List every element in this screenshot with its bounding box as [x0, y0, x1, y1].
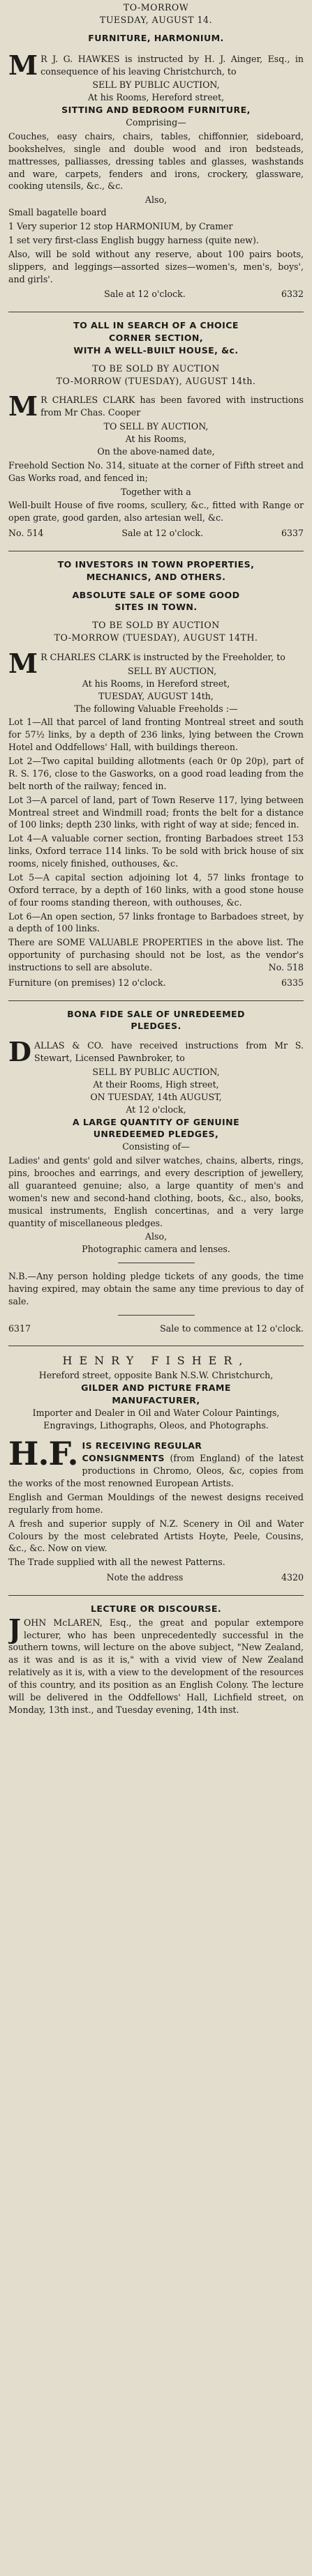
- day: TUESDAY, AUGUST 14th,: [98, 690, 214, 701]
- dropcap: M: [8, 648, 38, 679]
- lot-2: Lot 2—Two capital building allotments (each 0r 0p 20p), part of R. S. 176, close to the Gasworks, on a good road leading from the belt north of the railway; fenced in.: [8, 756, 304, 791]
- also: Also,: [144, 1231, 168, 1242]
- lot-6: Lot 6—An open section, 57 links frontage to Barbadoes street, by a depth of 100 links.: [8, 910, 304, 934]
- heading-3: WITH A WELL-BUILT HOUSE, &c.: [73, 344, 239, 356]
- bagatelle: Small bagatelle board: [8, 207, 107, 218]
- also: Also,: [144, 195, 168, 206]
- footer: [8, 527, 304, 540]
- lot-3: Lot 3—A parcel of land, part of Town Reserve 117, lying between Montreal street and Windmill road; fronts the belt for a distance of 100 links; depth 230 links, with right of way at side; fenced in.: [8, 794, 304, 830]
- date-line-2: TUESDAY, AUGUST 14.: [99, 14, 213, 25]
- photo: Photographic camera and lenses.: [82, 1244, 230, 1255]
- dropcap: D: [8, 1036, 31, 1068]
- large-2: UNREDEEMED PLEDGES,: [93, 1129, 219, 1140]
- dallas-pledges-advert: [8, 1008, 304, 1338]
- advert-number: 6337: [281, 528, 304, 539]
- rooms-line: At his Rooms,: [125, 434, 187, 444]
- harmonium: 1 Very superior 12 stop HARMONIUM, by Cramer: [8, 221, 233, 231]
- advert-number: 4320: [281, 1572, 304, 1583]
- date: TO-MORROW (TUESDAY), AUGUST 14th.: [56, 375, 256, 386]
- note: [8, 936, 304, 974]
- rooms-line: At his Rooms, in Hereford street,: [82, 678, 230, 689]
- following: The following Valuable Freeholds :—: [74, 703, 238, 714]
- dropcap: J: [8, 1613, 21, 1645]
- house: Well-built House of five rooms, scullery, &c., fitted with Range or open grate, good garden, also artesian well, &c.: [8, 500, 304, 524]
- furniture: Furniture (on premises) 12 o'clock.: [8, 977, 166, 988]
- rooms-line: At his Rooms, Hereford street,: [87, 92, 225, 103]
- importer: Importer and Dealer in Oil and Water Colour Paintings,: [32, 1407, 280, 1418]
- hawkes-advert: [8, 1, 304, 303]
- subheading: SITTING AND BEDROOM FURNITURE,: [61, 105, 251, 116]
- sale-time: Sale to commence at 12 o'clock.: [160, 1323, 304, 1334]
- intro: [8, 49, 304, 81]
- clark-town-sites-advert: [8, 558, 304, 992]
- consignments-intro: [8, 1440, 304, 1490]
- heading-1: IS RECEIVING REGULAR: [82, 1440, 202, 1451]
- heading: LECTURE OR DISCOURSE.: [90, 1603, 222, 1614]
- address-note: Note the address: [106, 1572, 184, 1583]
- footer: [8, 1323, 304, 1335]
- hf-consignments-advert: [8, 1438, 304, 1586]
- intro-text: ALLAS & CO. have received instructions from Mr S. Stewart, Licensed Pawnbroker, to: [34, 1040, 304, 1064]
- date: ON TUESDAY, 14th AUGUST,: [90, 1091, 222, 1102]
- short-divider: [118, 1315, 195, 1316]
- intro-text: R CHARLES CLARK is instructed by the Freeholder, to: [40, 652, 285, 662]
- divider: [8, 1595, 304, 1596]
- brand-mark: H.F.: [8, 1438, 78, 1473]
- heading: FURNITURE, HARMONIUM.: [88, 32, 224, 43]
- together: Together with a: [121, 486, 191, 497]
- clark-corner-section-advert: [8, 319, 304, 542]
- lecture-advert: [8, 1603, 304, 1718]
- large-1: A LARGE QUANTITY OF GENUINE: [72, 1116, 240, 1127]
- engravings: Engravings, Lithographs, Oleos, and Photographs.: [43, 1419, 269, 1431]
- consisting: Consisting of—: [122, 1141, 190, 1152]
- heading-1: TO INVESTORS IN TOWN PROPERTIES,: [57, 558, 255, 570]
- lecture-body: OHN McLAREN, Esq., the great and popular extempore lecturer, who has been unprecedentedly successful in the southern towns, will lecture on the above subject, "New Zealand, as it was and is as it is," with a vivid view of New Zealand relatively as it is, with a view to the development of the resources of this country, and its position as an English Colony. The lecture will be delivered in the Oddfellows' Hall, Lichfield street, on Monday, 13th inst., and Tuesday evening, 14th inst.: [8, 1617, 304, 1715]
- heading-2: CORNER SECTION,: [108, 332, 204, 343]
- lot-5: Lot 5—A capital section adjoining lot 4, 57 links frontage to Oxford terrace, by a depth of 160 links, with a good stone house of four rooms standing thereon, with outhouses, &c.: [8, 871, 304, 908]
- date: TO-MORROW (TUESDAY), AUGUST 14TH.: [54, 632, 258, 643]
- text-2: English and German Mouldings of the newest designs received regularly from home.: [8, 1491, 304, 1515]
- sold-by: TO BE SOLD BY AUCTION: [92, 620, 220, 631]
- intro-text: R J. G. HAWKES is instructed by H. J. Ainger, Esq., in consequence of his leaving Christchurch, to: [40, 53, 304, 77]
- note-number: No. 518: [268, 962, 304, 973]
- date-line-1: TO-MORROW: [123, 2, 189, 13]
- sell-line: SELL BY PUBLIC AUCTION,: [92, 79, 220, 91]
- intro-text: R CHARLES CLARK has been favored with instructions from Mr Chas. Cooper: [40, 395, 304, 418]
- fisher-advert: [8, 1353, 304, 1431]
- divider: [8, 1000, 304, 1001]
- footer: [8, 977, 304, 989]
- heading-2: CONSIGNMENTS: [82, 1453, 165, 1464]
- comprising: Comprising—: [126, 117, 186, 128]
- time: At 12 o'clock,: [126, 1104, 186, 1115]
- rooms-line: At their Rooms, High street,: [93, 1079, 219, 1090]
- text-4: The Trade supplied with all the newest Patterns.: [8, 1557, 225, 1568]
- advert-number: 6335: [281, 977, 304, 988]
- items: Ladies' and gents' gold and silver watches, chains, alberts, rings, pins, brooches and earrings, and every description of jewellery, all guaranteed genuine; also, a large quantity of men's and women's new and second-hand clothing, boots, &c., also, books, musical instruments, English concertinas, and a very large quantity of miscellaneous pledges.: [8, 1155, 304, 1228]
- on-date: On the above-named date,: [97, 445, 215, 457]
- footer: [8, 288, 304, 300]
- advert-number: 6317: [8, 1323, 31, 1334]
- dropcap: M: [8, 390, 38, 422]
- intro: [8, 1036, 304, 1068]
- sale-time: Sale at 12 o'clock.: [104, 289, 186, 300]
- sell-line: TO SELL BY AUCTION,: [103, 421, 209, 432]
- address: Hereford street, opposite Bank N.S.W. Christchurch,: [38, 1370, 274, 1381]
- heading-1: BONA FIDE SALE OF UNREDEEMED: [67, 1008, 245, 1019]
- lot-4: Lot 4—A valuable corner section, fronting Barbadoes street 153 links, Oxford terrace 114 links. To be sold with brick house of six rooms, nicely finished, outhouses, &c.: [8, 833, 304, 869]
- ref-number: No. 514: [8, 528, 44, 539]
- text-1: (from England) of the latest productions in Chromo, Oleos, &c, copies from the works of the most renowned European Artists.: [8, 1453, 304, 1489]
- freehold: Freehold Section No. 314, situate at the corner of Fifth street and Gas Works road, and fenced in;: [8, 459, 304, 483]
- dropcap: M: [8, 49, 38, 81]
- sell-line: SELL BY AUCTION,: [127, 665, 217, 676]
- heading-1: GILDER AND PICTURE FRAME: [81, 1382, 231, 1393]
- heading-2: PLEDGES.: [131, 1021, 181, 1032]
- items: Couches, easy chairs, chairs, tables, chiffonnier, sideboard, bookshelves, single and double wood and iron bedsteads, mattresses, palliasses, dressing tables and glasses, washstands and ware, carpets, fenders and irons, crockery, glassware, cooking utensils, &c., &c.: [8, 130, 304, 192]
- text-3: A fresh and superior supply of N.Z. Scenery in Oil and Water Colours by the most celebrated Artists Hoyte, Peele, Cousins, &c., &c. Now on view.: [8, 1518, 304, 1554]
- business-name: HENRY FISHER,: [62, 1354, 250, 1368]
- lecture-text: [8, 1613, 304, 1716]
- heading-3: ABSOLUTE SALE OF SOME GOOD: [72, 589, 240, 600]
- footer: [8, 1571, 304, 1584]
- advert-number: 6332: [281, 289, 304, 300]
- sale-time: Sale at 12 o'clock.: [121, 528, 203, 539]
- sell-line: SELL BY PUBLIC AUCTION,: [92, 1067, 220, 1077]
- heading-2: MECHANICS, AND OTHERS.: [86, 571, 226, 582]
- lot-1: Lot 1—All that parcel of land fronting Montreal street and south for 57½ links, by a depth of 236 links, lying between the Crown Hotel and Oddfellows' Hall, with buildings thereon.: [8, 717, 304, 753]
- heading-4: SITES IN TOWN.: [114, 602, 198, 613]
- harness: 1 set very first-class English buggy harness (quite new).: [8, 234, 259, 245]
- heading-1: TO ALL IN SEARCH OF A CHOICE: [73, 320, 239, 330]
- heading-2: MANUFACTURER,: [112, 1394, 200, 1405]
- boots: Also, will be sold without any reserve, about 100 pairs boots, slippers, and leggings—assorted sizes—women's, men's, boys', and girls'.: [8, 248, 304, 284]
- note-text: There are SOME VALUABLE PROPERTIES in the above list. The opportunity of purchasing should not be lost, as the vendor's instructions to sell are absolute.: [8, 937, 304, 973]
- nb: N.B.—Any person holding pledge tickets of any goods, the time having expired, may obtain the same any time previous to day of sale.: [8, 1271, 304, 1306]
- sold-by: TO BE SOLD BY AUCTION: [92, 363, 220, 374]
- intro: [8, 390, 304, 422]
